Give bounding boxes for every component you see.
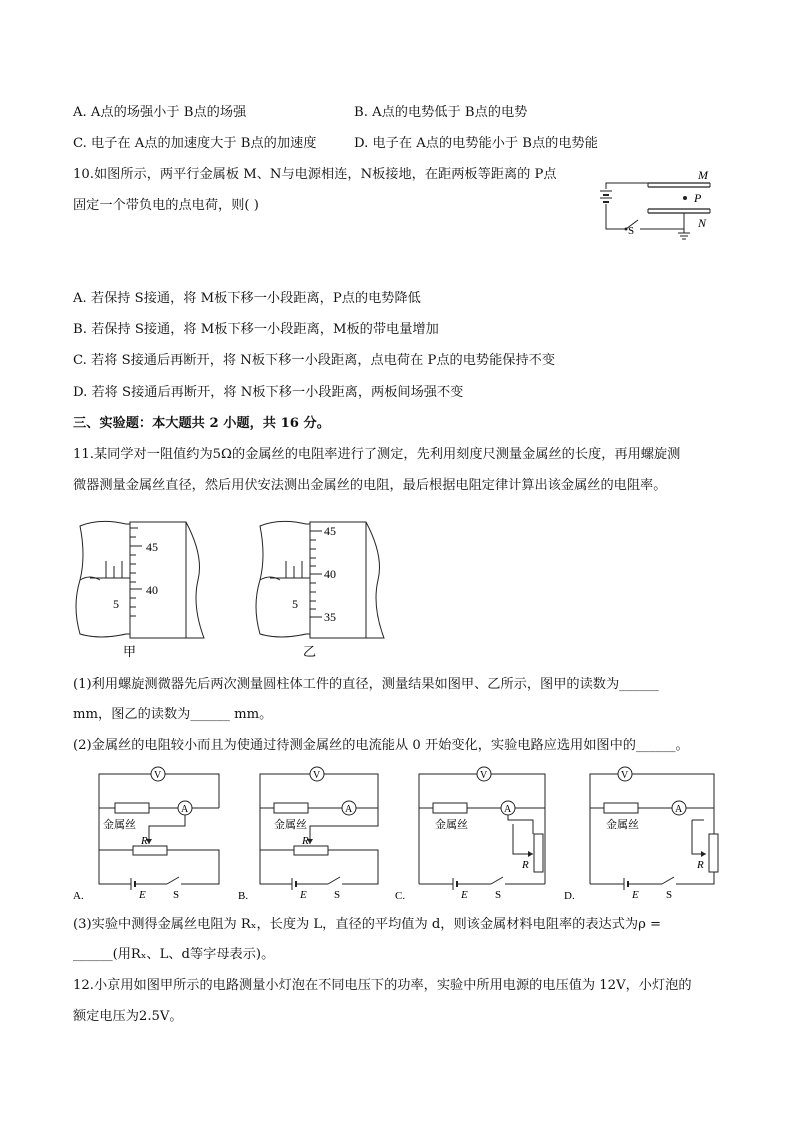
q11-stem-line2: 微器测量金属丝直径，然后用伏安法测出金属丝的电阻，最后根据电阻定律计算出该金属丝的电阻率。 xyxy=(73,478,667,493)
q10-option-c: C. 若将 S接通后再断开，将 N板下移一小段距离，点电荷在 P点的电势能保持不变 xyxy=(73,353,556,368)
svg-text:A: A xyxy=(345,804,353,815)
svg-text:R: R xyxy=(697,859,704,871)
jia-tick-45: 45 xyxy=(146,540,158,554)
svg-text:E: E xyxy=(139,889,146,901)
circuit-option-b xyxy=(238,764,388,904)
circuit-option-d xyxy=(564,764,726,904)
q11-stem-line1: 11.某同学对一阻值约为5Ω的金属丝的电阻率进行了测定，先利用刻度尺测量金属丝的长度，再用螺旋测 xyxy=(73,447,681,462)
q11-part3-line1: (3)实验中测得金属丝电阻为 Rₓ，长度为 L，直径的平均值为 d，则该金属材料电阻率的表达式为ρ = xyxy=(73,917,662,932)
yi-tick-35: 35 xyxy=(324,610,336,624)
label-n: N xyxy=(698,216,707,230)
q10-option-b: B. 若保持 S接通，将 M板下移一小段距离，M板的带电量增加 xyxy=(73,322,439,337)
svg-text:金属丝: 金属丝 xyxy=(435,819,468,831)
jia-sleeve-5: 5 xyxy=(113,597,119,611)
q9-option-d: D. 电子在 A点的电势能小于 B点的电势能 xyxy=(354,136,598,151)
yi-tick-40: 40 xyxy=(324,567,336,581)
svg-text:V: V xyxy=(313,770,321,781)
q9-option-c: C. 电子在 A点的加速度大于 B点的加速度 xyxy=(73,136,317,151)
svg-text:V: V xyxy=(154,770,162,781)
yi-sleeve-5: 5 xyxy=(292,597,298,611)
svg-text:A: A xyxy=(675,804,683,815)
q9-option-a: A. A点的场强小于 B点的场强 xyxy=(73,105,247,120)
micrometer-jia-figure xyxy=(70,516,220,660)
jia-tick-40: 40 xyxy=(146,583,158,597)
svg-text:E: E xyxy=(461,889,468,901)
svg-text:V: V xyxy=(621,770,629,781)
q12-line2: 额定电压为2.5V。 xyxy=(73,1009,183,1024)
svg-text:V: V xyxy=(480,770,488,781)
jia-caption: 甲 xyxy=(123,644,137,659)
label-m: M xyxy=(698,168,708,182)
circuit-option-c xyxy=(395,764,555,904)
q12-line1: 12.小京用如图甲所示的电路测量小灯泡在不同电压下的功率，实验中所用电源的电压值为 12V，小灯泡的 xyxy=(73,978,692,993)
label-p: P xyxy=(694,191,702,205)
capacitor-circuit-figure xyxy=(592,163,722,243)
svg-text:S: S xyxy=(495,889,502,901)
circuit-option-a xyxy=(73,764,223,904)
q11-part1-line1: (1)利用螺旋测微器先后两次测量圆柱体工件的直径，测量结果如图甲、乙所示，图甲的读数为______ xyxy=(73,677,659,692)
yi-tick-45: 45 xyxy=(324,524,336,538)
q9-option-b: B. A点的电势低于 B点的电势 xyxy=(354,105,528,120)
q11-part3-line2: ______(用Rₓ、L、d等字母表示)。 xyxy=(73,947,275,962)
svg-text:S: S xyxy=(173,889,180,901)
q10-stem-line1: 10.如图所示，两平行金属板 M、N与电源相连，N板接地，在距两板等距离的 P点 xyxy=(73,167,557,182)
svg-text:金属丝: 金属丝 xyxy=(274,819,307,831)
svg-text:金属丝: 金属丝 xyxy=(103,819,136,831)
section-heading: 三、实验题：本大题共 2 小题，共 16 分。 xyxy=(73,416,330,431)
svg-text:E: E xyxy=(300,889,307,901)
svg-text:C.: C. xyxy=(395,890,406,902)
svg-text:E: E xyxy=(632,889,639,901)
svg-text:S: S xyxy=(334,889,341,901)
svg-text:B.: B. xyxy=(238,890,249,902)
svg-text:S: S xyxy=(666,889,673,901)
yi-caption: 乙 xyxy=(303,644,317,659)
q10-option-d: D. 若将 S接通后再断开，将 N板下移一小段距离，两板间场强不变 xyxy=(73,385,464,400)
svg-text:R: R xyxy=(302,835,309,847)
svg-text:R: R xyxy=(522,859,529,871)
q10-stem-line2: 固定一个带负电的点电荷，则( ) xyxy=(73,198,259,213)
q10-option-a: A. 若保持 S接通，将 M板下移一小段距离，P点的电势降低 xyxy=(73,291,421,306)
svg-text:金属丝: 金属丝 xyxy=(606,819,639,831)
svg-text:A: A xyxy=(504,804,512,815)
svg-text:D.: D. xyxy=(564,890,575,902)
q11-part2: (2)金属丝的电阻较小而且为使通过待测金属丝的电流能从 0 开始变化，实验电路应选用如图中的______。 xyxy=(73,738,689,753)
svg-text:A: A xyxy=(181,804,189,815)
q11-part1-line2: mm，图乙的读数为______ mm。 xyxy=(73,707,273,722)
label-s: S xyxy=(628,225,635,237)
svg-text:A.: A. xyxy=(73,890,84,902)
micrometer-yi-figure xyxy=(250,516,400,660)
svg-text:R: R xyxy=(141,835,148,847)
